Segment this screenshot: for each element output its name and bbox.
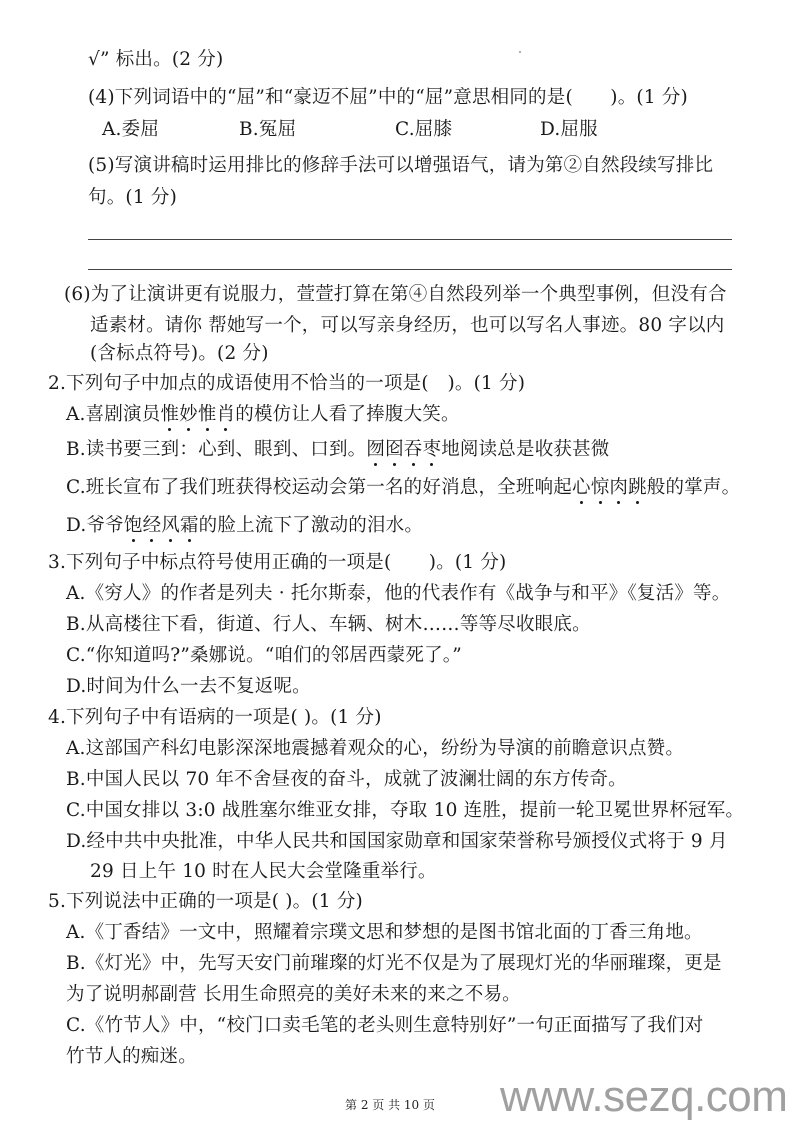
emphasis-char: 霜 [179, 515, 199, 536]
q5-main-option-c-cont: 竹节人的痴迷。 [66, 1046, 197, 1067]
emphasis-char: 饱 [123, 515, 143, 536]
q4-main-option-d: D.经中共中央批准，中华人民共和国国家勋章和国家荣誉称号颁授仪式将于 9 月 [66, 831, 728, 852]
emphasis-char: 枣 [422, 439, 442, 460]
q4-option-b: B.冤屈 [239, 119, 297, 140]
q2-option-d [66, 514, 423, 538]
emphasis-char: 惟 [197, 404, 217, 425]
q3-option-d: D.时间为什么一去不复返呢。 [66, 676, 311, 697]
q5-main-stem: 5.下列说法中正确的一项是( )。(1 分) [48, 891, 363, 912]
q3-option-a: A.《穷人》的作者是列夫 · 托尔斯泰，他的代表作有《战争与和平》《复活》等。 [66, 583, 731, 604]
watermark: www.sezq.com [500, 1072, 788, 1121]
q3-option-c: C.“你知道吗?”桑娜说。“咱们的邻居西蒙死了。” [66, 645, 462, 666]
q4-option-d: D.屈服 [540, 119, 598, 140]
q2-b-text-post: 地阅读总是收获甚微 [441, 439, 610, 460]
scan-speck [519, 51, 521, 53]
page-number: 第 2 页 共 10 页 [345, 1098, 435, 1112]
q6-stem-line1: (6)为了让演讲更有说服力，萱萱打算在第④自然段列举一个典型事例，但没有合 [64, 284, 727, 305]
q2-d-text-pre: D.爷爷 [66, 515, 124, 536]
emphasis-char: 心 [571, 477, 591, 498]
q6-stem-line2: 适素材。请你 帮她写一个，可以写亲身经历，也可以写名人事迹。80 字以内 [90, 315, 725, 336]
q2-stem: 2.下列句子中加点的成语使用不恰当的一项是( )。(1 分) [48, 373, 526, 394]
q6-stem-line3: (含标点符号)。(2 分) [90, 343, 269, 364]
q4-stem: (4)下列词语中的“屈”和“豪迈不屈”中的“屈”意思相同的是( )。(1 分) [88, 87, 688, 108]
emphasis-char: 惟 [160, 404, 180, 425]
answer-line-2[interactable] [88, 269, 732, 270]
q3-continuation: √” 标出。(2 分) [88, 49, 224, 70]
q4-main-option-b: B.中国人民以 70 年不舍昼夜的奋斗，成就了波澜壮阔的东方传奇。 [66, 769, 627, 790]
q2-option-c [66, 476, 740, 500]
q5-main-option-b-cont: 为了说明郝副营 长用生命照亮的美好未来的来之不易。 [66, 984, 521, 1005]
q2-b-text-pre: B.读书要三到：心到、眼到、口到。 [66, 439, 367, 460]
q5-main-option-b: B.《灯光》中，先写天安门前璀璨的灯光不仅是为了展现灯光的华丽璀璨，更是 [66, 953, 722, 974]
emphasis-char: 肉 [609, 477, 629, 498]
q2-a-text-post: 的模仿让人看了捧腹大笑。 [235, 404, 460, 425]
emphasis-char: 惊 [590, 477, 610, 498]
emphasis-char: 风 [161, 515, 180, 536]
q4-option-c: C.屈膝 [395, 119, 453, 140]
q2-d-text-post: 的脸上流下了激动的泪水。 [198, 515, 424, 536]
q2-a-text-pre: A.喜剧演员 [66, 404, 161, 425]
emphasis-char: 囫 [366, 439, 386, 460]
q2-c-text-post: 般的掌声。 [646, 477, 741, 498]
emphasis-char: 妙 [179, 404, 198, 425]
emphasis-char: 跳 [628, 477, 647, 498]
q5-main-option-c: C.《竹节人》中，“校门口卖毛笔的老头则生意特别好”一句正面描写了我们对 [66, 1015, 704, 1036]
q4-main-option-a: A.这部国产科幻电影深深地震撼着观众的心，纷纷为导演的前瞻意识点赞。 [66, 738, 685, 759]
q5-stem-line2: 句。(1 分) [88, 187, 177, 208]
emphasis-char: 吞 [403, 439, 423, 460]
q4-main-stem: 4.下列句子中有语病的一项是( )。(1 分) [48, 707, 382, 728]
emphasis-char: 囵 [385, 439, 404, 460]
q3-stem: 3.下列句子中标点符号使用正确的一项是( )。(1 分) [48, 552, 507, 573]
q4-main-option-d-cont: 29 日上午 10 时在人民大会堂隆重举行。 [90, 861, 437, 882]
q3-option-b: B.从高楼往下看，街道、行人、车辆、树木……等等尽收眼底。 [66, 614, 591, 635]
emphasis-char: 经 [142, 515, 162, 536]
q2-c-text-pre: C.班长宣布了我们班获得校运动会第一名的好消息，全班响起 [66, 477, 572, 498]
q2-option-b [66, 438, 610, 462]
emphasis-char: 肖 [216, 404, 236, 425]
q4-main-option-c: C.中国女排以 3:0 战胜塞尔维亚女排，夺取 10 连胜，提前一轮卫冕世界杯冠军。 [66, 800, 745, 821]
answer-line-1[interactable] [88, 239, 732, 240]
q2-option-a [66, 403, 460, 427]
q5-main-option-a: A.《丁香结》一文中，照耀着宗璞文思和梦想的是图书馆北面的丁香三角地。 [66, 922, 703, 943]
q4-option-a: A.委屈 [102, 119, 160, 140]
q5-stem-line1: (5)写演讲稿时运用排比的修辞手法可以增强语气，请为第②自然段续写排比 [88, 155, 714, 176]
